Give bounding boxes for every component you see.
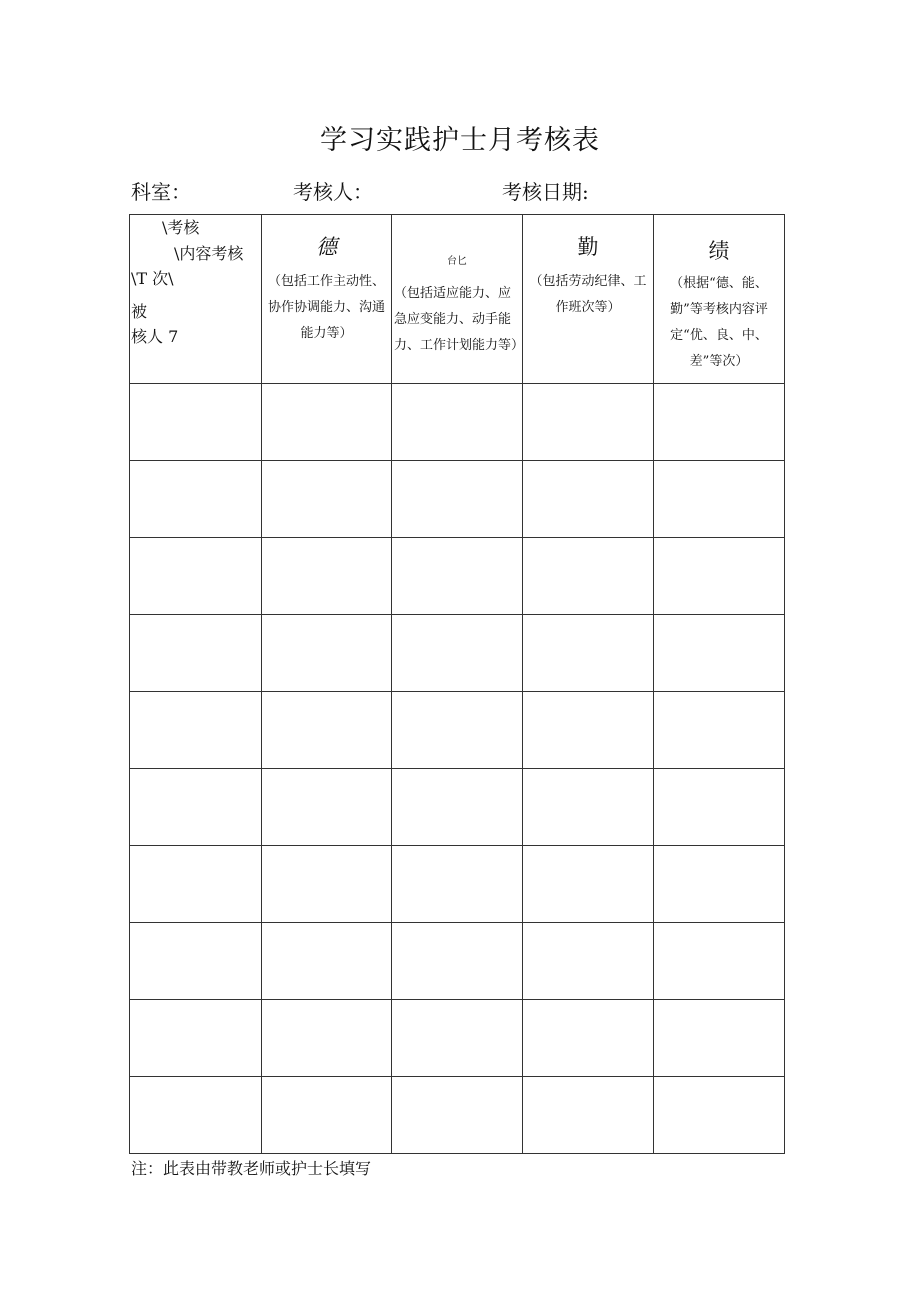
table-cell[interactable] [654, 538, 785, 615]
table-row [130, 769, 785, 846]
table-cell[interactable] [130, 1077, 262, 1154]
table-cell[interactable] [523, 384, 654, 461]
diag-text-bei: 被 [131, 302, 148, 321]
table-cell[interactable] [130, 538, 262, 615]
date-label: 考核日期: [502, 180, 589, 204]
table-cell[interactable] [262, 769, 392, 846]
footnote: 注：此表由带教老师或护士长填写 [131, 1159, 372, 1178]
department-label: 科室： [131, 180, 191, 204]
table-cell[interactable] [392, 538, 523, 615]
table-row [130, 615, 785, 692]
assessment-table [129, 214, 785, 1154]
header-neng [392, 215, 523, 384]
table-cell[interactable] [262, 615, 392, 692]
table-row [130, 923, 785, 1000]
table-cell[interactable] [392, 846, 523, 923]
diag-text-content: \内容考核 [174, 244, 244, 263]
table-cell[interactable] [523, 923, 654, 1000]
table-cell[interactable] [392, 615, 523, 692]
table-cell[interactable] [654, 1000, 785, 1077]
table-cell[interactable] [654, 769, 785, 846]
table-cell[interactable] [262, 461, 392, 538]
table-cell[interactable] [392, 1077, 523, 1154]
ji-description: （根据“德、能、勤”等考核内容评定“优、良、中、差”等次） [670, 276, 768, 369]
table-cell[interactable] [262, 1000, 392, 1077]
table-cell[interactable] [523, 692, 654, 769]
diag-text-assessment: \考核 [162, 218, 200, 237]
diagonal-header-cell [130, 215, 262, 384]
table-row [130, 384, 785, 461]
table-cell[interactable] [262, 538, 392, 615]
table-cell[interactable] [523, 846, 654, 923]
table-row [130, 846, 785, 923]
header-qin [523, 215, 654, 384]
table-cell[interactable] [130, 846, 262, 923]
table-cell[interactable] [392, 461, 523, 538]
table-row [130, 692, 785, 769]
table-row [130, 1000, 785, 1077]
neng-title: 台匕 [447, 256, 467, 267]
assessor-label: 考核人： [293, 180, 373, 204]
table-cell[interactable] [262, 384, 392, 461]
table-cell[interactable] [523, 1000, 654, 1077]
table-cell[interactable] [130, 692, 262, 769]
table-cell[interactable] [654, 615, 785, 692]
qin-title: 勤 [577, 235, 599, 259]
table-row [130, 461, 785, 538]
table-cell[interactable] [262, 846, 392, 923]
table-cell[interactable] [654, 1077, 785, 1154]
table-cell[interactable] [523, 1077, 654, 1154]
ji-title: 绩 [708, 239, 730, 263]
table-cell[interactable] [130, 461, 262, 538]
table-cell[interactable] [523, 769, 654, 846]
qin-description: （包括劳动纪律、工作班次等） [529, 274, 647, 315]
diag-text-times: \T 次\ [131, 269, 174, 288]
table-cell[interactable] [392, 692, 523, 769]
neng-description: （包括适应能力、应急应变能力、动手能力、工作计划能力等） [394, 286, 525, 353]
table-cell[interactable] [392, 769, 523, 846]
table-cell[interactable] [523, 615, 654, 692]
table-cell[interactable] [130, 615, 262, 692]
table-cell[interactable] [262, 692, 392, 769]
table-cell[interactable] [654, 461, 785, 538]
header-row [130, 215, 785, 384]
table-cell[interactable] [654, 846, 785, 923]
table-cell[interactable] [262, 1077, 392, 1154]
diag-text-assessee: 核人 7 [131, 327, 179, 346]
table-cell[interactable] [130, 923, 262, 1000]
table-cell[interactable] [130, 769, 262, 846]
header-de [262, 215, 392, 384]
table-row [130, 1077, 785, 1154]
de-title: 德 [316, 235, 337, 259]
table-cell[interactable] [392, 384, 523, 461]
table-cell[interactable] [392, 1000, 523, 1077]
table-cell[interactable] [523, 538, 654, 615]
table-cell[interactable] [654, 384, 785, 461]
header-ji [654, 215, 785, 384]
table-cell[interactable] [130, 1000, 262, 1077]
table-cell[interactable] [654, 692, 785, 769]
page-title: 学习实践护士月考核表 [320, 125, 600, 156]
table-cell[interactable] [523, 461, 654, 538]
table-cell[interactable] [130, 384, 262, 461]
table-cell[interactable] [262, 923, 392, 1000]
table-cell[interactable] [654, 923, 785, 1000]
table-cell[interactable] [392, 923, 523, 1000]
table-row [130, 538, 785, 615]
de-description: （包括工作主动性、协作协调能力、沟通能力等） [267, 274, 385, 341]
